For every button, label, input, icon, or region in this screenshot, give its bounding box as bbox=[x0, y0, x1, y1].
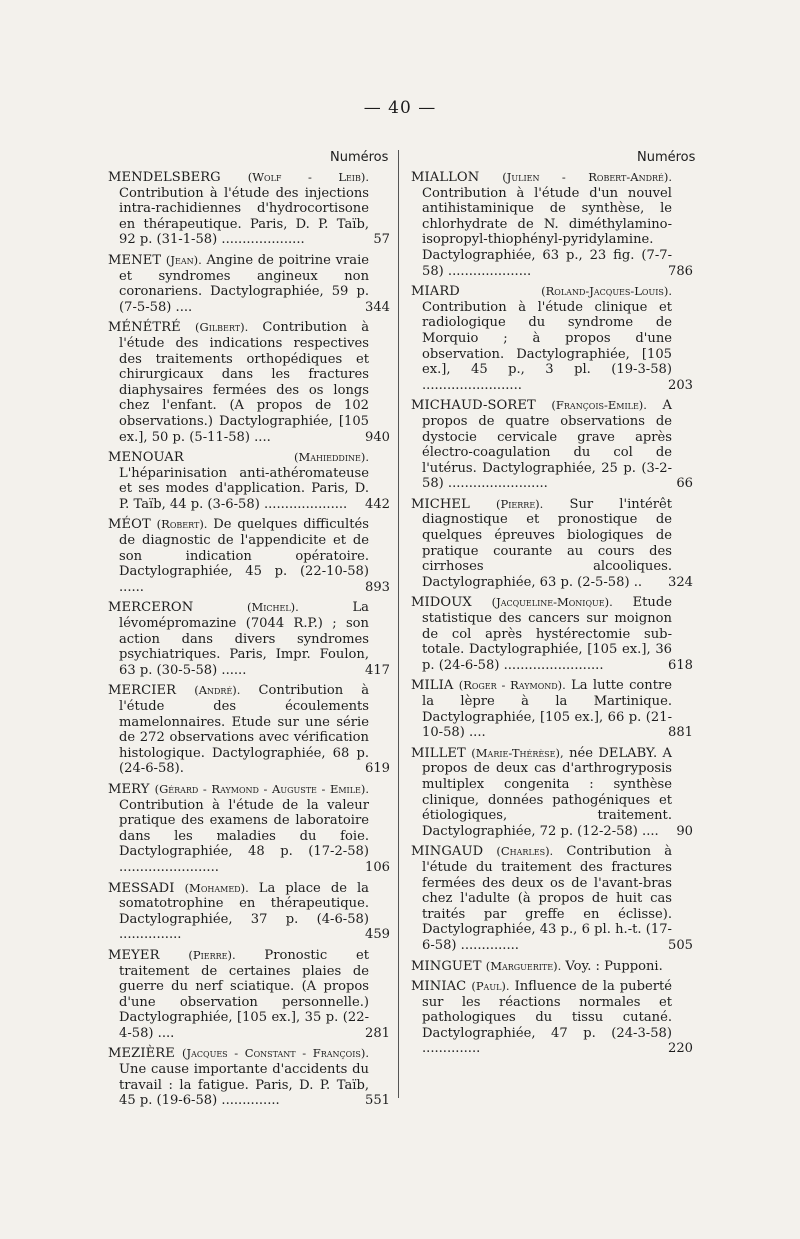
author-surname: MIARD bbox=[411, 284, 460, 300]
entry-number: 459 bbox=[365, 927, 390, 943]
entry-text bbox=[108, 600, 369, 678]
author-given-names: (Julien - Robert-André). bbox=[502, 170, 672, 184]
entry-number: 66 bbox=[676, 476, 693, 492]
author-given-names: (Michel). bbox=[246, 600, 299, 615]
author-surname: MERCIER bbox=[108, 683, 177, 699]
author-surname: MERCERON bbox=[108, 600, 194, 616]
entry-description: Contribution à l'étude d'un nouvel antihistaminique de synthèse, le chlorhydrate de N. diméthylamino-isopropyl-thiophényl-pyridylamine. Dactylographiée, 63 p., 23 fig. (7-7-58) .................... bbox=[422, 185, 672, 279]
entry-number: 220 bbox=[668, 1041, 693, 1057]
entry-description: A propos de quatre observations de dystocie cervicale grave après électro-coagulation du col de l'utérus. Dactylographiée, 25 p. (3-2-58) ........................ bbox=[422, 398, 672, 492]
entry-text bbox=[108, 170, 369, 248]
entry-text bbox=[411, 170, 672, 279]
bibliography-entry bbox=[108, 948, 390, 1042]
bibliography-entry bbox=[108, 450, 390, 512]
entry-number: 106 bbox=[365, 859, 390, 875]
entry-description: Sur l'intérêt diagnostique et pronostique de quelques épreuves biologiques de pratique courante au cours des cirrhoses alcooliques. Dactylographiée, 63 p. (2-5-58) .. bbox=[422, 496, 672, 590]
entry-number: 57 bbox=[373, 232, 390, 248]
author-given-names: (André). bbox=[194, 683, 241, 698]
bibliography-entry bbox=[108, 170, 390, 248]
author-given-names: (Roger - Raymond). bbox=[458, 678, 566, 693]
author-given-names: (Wolf - Leib). bbox=[247, 170, 369, 184]
entry-description: La lévomépromazine (7044 R.P.) ; son action dans divers syndromes psychiatriques. Paris, Impr. Foulon, 63 p. (30-5-58) ...... bbox=[119, 600, 369, 678]
entry-text bbox=[108, 1046, 369, 1108]
entry-number: 893 bbox=[365, 579, 390, 595]
author-given-names: (Gérard - Raymond - Auguste - Emile). bbox=[154, 781, 369, 796]
column-header-left: Numéros bbox=[330, 150, 389, 165]
author-surname: MIDOUX bbox=[411, 595, 472, 611]
author-given-names: (Jacqueline-Monique). bbox=[491, 595, 613, 610]
entry-number: 417 bbox=[365, 662, 390, 678]
entry-number: 203 bbox=[668, 377, 693, 393]
entry-description: Contribution à l'étude de la valeur pratique des examens de laboratoire dans les maladies du foie. Dactylographiée, 48 p. (17-2-58) ........................ bbox=[119, 797, 369, 875]
bibliography-entry bbox=[108, 683, 390, 777]
entry-description: Etude statistique des cancers sur moignon de col après hystérectomie sub-totale. Dactylographiée, [105 ex.], 36 p. (24-6-58) ........................ bbox=[422, 595, 672, 673]
author-surname: MEYER bbox=[108, 947, 160, 963]
author-given-names: (Mohamed). bbox=[184, 880, 249, 895]
entry-text bbox=[108, 782, 369, 876]
entry-number: 786 bbox=[668, 263, 693, 279]
bibliography-entry bbox=[108, 517, 390, 595]
entry-text bbox=[108, 320, 369, 445]
entry-description: La lutte contre la lèpre à la Martinique. Dactylographiée, [105 ex.], 66 p. (21-10-58) .... bbox=[422, 678, 672, 741]
entry-description: La place de la somatotrophine en thérapeutique. Dactylographiée, 37 p. (4-6-58) ............... bbox=[119, 880, 369, 943]
entry-text bbox=[108, 683, 369, 777]
author-surname: MEZIÈRE bbox=[108, 1046, 175, 1062]
author-given-names: (Jacques - Constant - François). bbox=[182, 1046, 369, 1061]
author-given-names: (François-Emile). bbox=[551, 398, 647, 413]
author-given-names: (Pierre). bbox=[496, 496, 544, 511]
entry-text bbox=[411, 595, 672, 673]
bibliography-entry bbox=[108, 320, 390, 445]
entry-description: L'héparinisation anti-athéromateuse et ses modes d'application. Paris, D. P. Taïb, 44 p. (3-6-58) .................... bbox=[119, 465, 369, 512]
entry-number: 90 bbox=[676, 823, 693, 839]
entry-text bbox=[411, 678, 672, 740]
author-given-names: (Paul). bbox=[471, 979, 510, 994]
author-given-names: (Gilbert). bbox=[195, 320, 249, 335]
bibliography-entry bbox=[411, 170, 693, 279]
entry-text bbox=[411, 497, 672, 591]
author-given-names: (Robert). bbox=[156, 517, 208, 532]
entry-number: 442 bbox=[365, 496, 390, 512]
page-number: — 40 — bbox=[363, 98, 437, 118]
author-given-names: (Charles). bbox=[496, 844, 554, 859]
author-given-names: (Marguerite). bbox=[485, 958, 562, 973]
entry-text bbox=[108, 517, 369, 595]
author-given-names: (Jean). bbox=[165, 252, 202, 267]
author-given-names: (Pierre). bbox=[188, 947, 236, 962]
author-surname: MESSADI bbox=[108, 880, 175, 896]
author-surname: MIALLON bbox=[411, 170, 480, 185]
bibliography-entry bbox=[108, 881, 390, 943]
entry-description: née DELABY. A propos de deux cas d'arthrogryposis multiplex congenita : synthèse clinique, données pathogéniques et étiologiques, traitement. Dactylographiée, 72 p. (12-2-58) .... bbox=[422, 745, 672, 839]
entry-description: Angine de poitrine vraie et syndromes angineux non coronariens. Dactylographiée, 59 p. (7-5-58) .... bbox=[119, 252, 369, 315]
entry-text bbox=[411, 959, 672, 975]
entry-number: 551 bbox=[365, 1093, 390, 1109]
entry-text bbox=[411, 746, 672, 840]
entry-number: 619 bbox=[365, 761, 390, 777]
bibliography-entry bbox=[411, 844, 693, 953]
entry-description: Voy. : Pupponi. bbox=[565, 958, 663, 974]
entry-number: 618 bbox=[668, 657, 693, 673]
author-given-names: (Marie-Thérèse), bbox=[471, 745, 564, 760]
author-surname: MILLET bbox=[411, 745, 466, 761]
author-surname: MILIA bbox=[411, 678, 454, 694]
author-surname: MENET bbox=[108, 252, 162, 268]
author-given-names: (Mahieddine). bbox=[294, 450, 369, 465]
entry-description: Contribution à l'étude des écoulements mamelonnaires. Etude sur une série de 272 observations avec vérification histologique. Dactylographiée, 68 p. (24-6-58). bbox=[119, 683, 370, 777]
author-surname: MENDELSBERG bbox=[108, 170, 221, 185]
entry-description: Contribution à l'étude des injections intra-rachidiennes d'hydrocortisone en thérapeutique. Paris, D. P. Taïb, 92 p. (31-1-58) .................... bbox=[119, 185, 369, 248]
left-column bbox=[108, 170, 390, 1114]
entry-text bbox=[411, 979, 672, 1057]
bibliography-entry bbox=[411, 284, 693, 393]
author-surname: MINIAC bbox=[411, 979, 467, 995]
bibliography-entry bbox=[411, 979, 693, 1057]
bibliography-entry bbox=[411, 595, 693, 673]
entry-number: 324 bbox=[668, 574, 693, 590]
author-surname: MICHEL bbox=[411, 496, 470, 512]
entry-number: 344 bbox=[365, 299, 390, 315]
bibliography-entry bbox=[108, 253, 390, 315]
entry-description: Contribution à l'étude du traitement des fractures fermées des deux os de l'avant-bras chez l'adulte (à propos de huit cas traités par greffe en éclisse). Dactylographiée, 43 p., 6 pl. h.-t. (17-6-58) .............. bbox=[422, 844, 673, 953]
entry-text bbox=[411, 398, 672, 492]
entry-text bbox=[411, 284, 672, 393]
entry-description: Influence de la puberté sur les réactions normales et pathologiques du tissu cutané. Dactylographiée, 47 p. (24-3-58) .............. bbox=[422, 979, 672, 1057]
entry-description: Une cause importante d'accidents du travail : la fatigue. Paris, D. P. Taïb, 45 p. (19-6-58) .............. bbox=[119, 1062, 369, 1109]
entry-description: Pronostic et traitement de certaines plaies de guerre du nerf sciatique. (A propos d'une observation personnelle.) Dactylographiée, [105 ex.], 35 p. (22-4-58) .... bbox=[119, 947, 370, 1041]
entry-description: Contribution à l'étude clinique et radiologique du syndrome de Morquio ; à propos d'une observation. Dactylographiée, [105 ex.], 45 p., 3 pl. (19-3-58) ........................ bbox=[422, 299, 672, 393]
entry-description: Contribution à l'étude des indications respectives des traitements orthopédiques et chirurgicaux dans les fractures diaphysaires fermées des os longs chez l'enfant. (A propos de 102 observations.) Dactylographiée, [105 ex.], 50 p. (5-11-58) .... bbox=[119, 320, 370, 445]
bibliography-entry bbox=[411, 398, 693, 492]
entry-number: 881 bbox=[668, 725, 693, 741]
bibliography-entry bbox=[108, 600, 390, 678]
author-given-names: (Roland-Jacques-Louis). bbox=[541, 284, 672, 299]
bibliography-entry bbox=[411, 746, 693, 840]
entry-text bbox=[411, 844, 672, 953]
author-surname: MERY bbox=[108, 781, 150, 797]
author-surname: MINGAUD bbox=[411, 844, 484, 860]
author-surname: MENOUAR bbox=[108, 450, 184, 466]
bibliography-entry bbox=[411, 497, 693, 591]
bibliography-entry bbox=[411, 678, 693, 740]
entry-number: 940 bbox=[365, 429, 390, 445]
bibliography-entry bbox=[108, 782, 390, 876]
entry-text bbox=[108, 450, 369, 512]
entry-description: De quelques difficultés de diagnostic de l'appendicite et de son indication opératoire. Dactylographiée, 45 p. (22-10-58) ...... bbox=[119, 517, 369, 595]
author-surname: MINGUET bbox=[411, 958, 482, 974]
author-surname: MÉOT bbox=[108, 517, 151, 533]
entry-text bbox=[108, 948, 369, 1042]
entry-text bbox=[108, 253, 369, 315]
entry-number: 281 bbox=[365, 1025, 390, 1041]
author-surname: MICHAUD-SORET bbox=[411, 398, 536, 414]
entry-text bbox=[108, 881, 369, 943]
author-surname: MÉNÉTRÉ bbox=[108, 320, 181, 336]
entry-number: 505 bbox=[668, 937, 693, 953]
column-divider bbox=[398, 150, 399, 1098]
right-column bbox=[411, 170, 693, 1062]
bibliography-entry bbox=[108, 1046, 390, 1108]
bibliography-entry bbox=[411, 959, 693, 975]
column-header-right: Numéros bbox=[637, 150, 696, 165]
